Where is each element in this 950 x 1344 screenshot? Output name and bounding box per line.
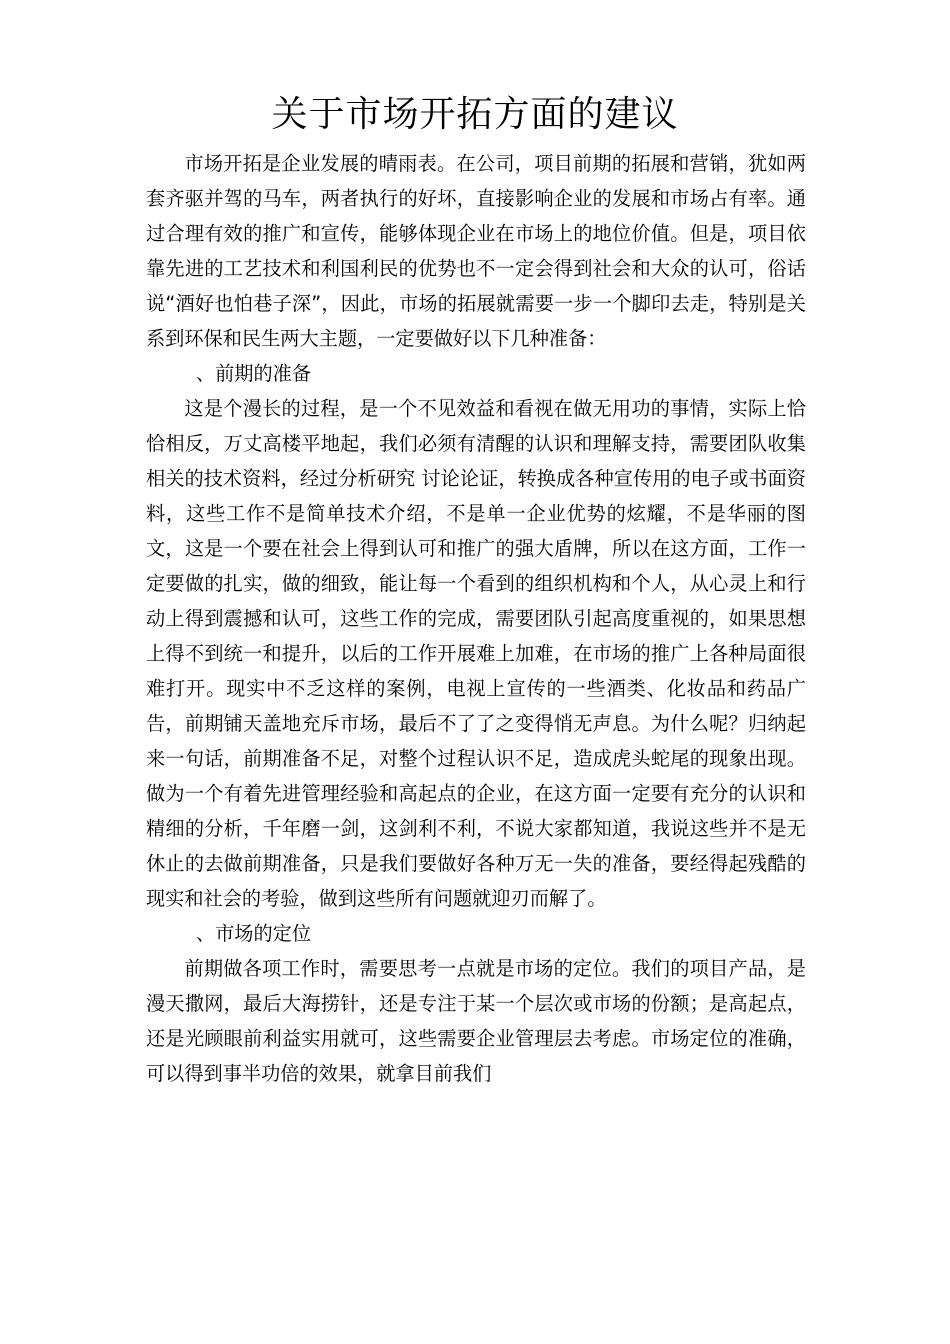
preparation-paragraph: 这是个漫长的过程，是一个不见效益和看视在做无用功的事情，实际上恰恰相反，万丈高楼平地起，我们必须有清醒的认识和理解支持，需要团队收集相关的技术资料，经过分析研究 讨论论证，转换成各种宣传用的电子或书面资料，这些工作不是简单技术介绍，不是单一企业优势的炫耀，不是华丽的图文，这是一个要在社会上得到认可和推广的强大盾牌，所以在这方面，工作一定要做的扎实，做的细致，能让每一个看到的组织机构和个人，从心灵上和行动上得到震撼和认可，这些工作的完成，需要团队引起高度重视的，如果思想上得不到统一和提升，以后的工作开展难上加难，在市场的推广上各种局面很难打开。现实中不乏这样的案例，电视上宣传的一些酒类、化妆品和药品广告，前期铺天盖地充斥市场，最后不了了之变得悄无声息。为什么呢？归纳起来一句话，前期准备不足，对整个过程认识不足，造成虎头蛇尾的现象出现。做为一个有着先进管理经验和高起点的企业，在这方面一定要有充分的认识和精细的分析，千年磨一剑，这剑利不利，不说大家都知道，我说这些并不是无休止的去做前期准备，只是我们要做好各种万无一失的准备，要经得起残酷的现实和社会的考验，做到这些所有问题就迎刃而解了。 bbox=[146, 397, 806, 910]
document-title: 关于市场开拓方面的建议 bbox=[271, 94, 679, 135]
positioning-paragraph: 前期做各项工作时，需要思考一点就是市场的定位。我们的项目产品，是漫天撒网，最后大海捞针，还是专注于某一个层次或市场的份额；是高起点，还是光顾眼前利益实用就可，这些需要企业管理层去考虑。市场定位的准确，可以得到事半功倍的效果，就拿目前我们 bbox=[146, 957, 806, 1085]
intro-paragraph: 市场开拓是企业发展的晴雨表。在公司，项目前期的拓展和营销，犹如两套齐驱并驾的马车，两者执行的好坏，直接影响企业的发展和市场占有率。通过合理有效的推广和宣传，能够体现企业在市场上的地位价值。但是，项目依靠先进的工艺技术和利国利民的优势也不一定会得到社会和大众的认可，俗话说“酒好也怕巷子深”，因此，市场的拓展就需要一步一个脚印去走，特别是关系到环保和民生两大主题，一定要做好以下几种准备： bbox=[146, 152, 806, 350]
section-heading-preparation: 、前期的准备 bbox=[195, 362, 312, 385]
section-heading-positioning: 、市场的定位 bbox=[195, 922, 312, 945]
document-body bbox=[146, 146, 806, 1091]
